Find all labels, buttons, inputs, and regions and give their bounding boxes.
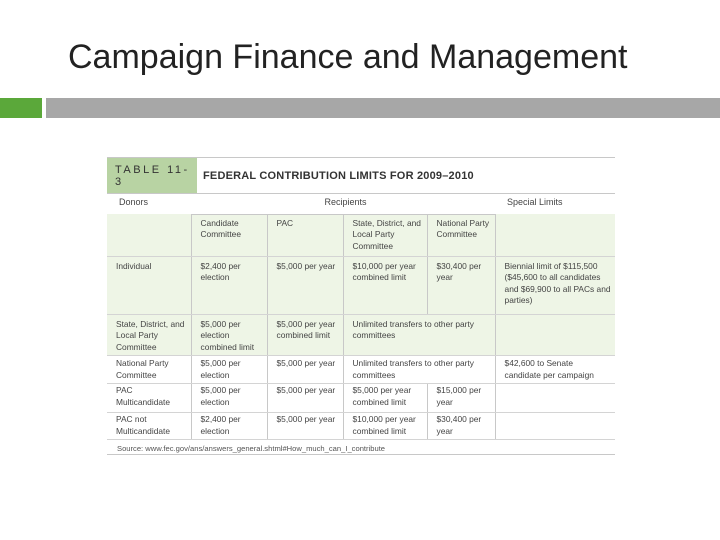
subheader-state-party: State, District, and Local Party Committee: [343, 214, 427, 256]
contribution-limits-table-figure: [107, 157, 615, 471]
donor-cell: PAC not Multicandidate: [107, 413, 191, 440]
special-limits-cell: [495, 314, 615, 356]
table-row: [107, 384, 615, 413]
special-limits-cell: [495, 384, 615, 413]
candidate-cell: $5,000 per election combined limit: [191, 314, 267, 356]
candidate-cell: $5,000 per election: [191, 356, 267, 384]
table-title: FEDERAL CONTRIBUTION LIMITS FOR 2009–2010: [203, 169, 474, 182]
national-party-cell: $30,400 per year: [427, 413, 495, 440]
contribution-limits-table: [107, 194, 615, 440]
pac-cell: $5,000 per year: [267, 413, 343, 440]
state-party-cell: $10,000 per year combined limit: [343, 413, 427, 440]
donor-cell: PAC Multicandidate: [107, 384, 191, 413]
table-source-note: Source: www.fec.gov/ans/answers_general.shtml#How_much_can_I_contribute: [107, 440, 615, 455]
national-party-cell: $15,000 per year: [427, 384, 495, 413]
donor-cell: Individual: [107, 256, 191, 314]
table-header: [107, 157, 615, 194]
donor-cell: State, District, and Local Party Committee: [107, 314, 191, 356]
table-number: TABLE 11-3: [107, 158, 197, 193]
subheader-empty: [107, 214, 191, 256]
table-row: [107, 256, 615, 314]
donors-header: Donors: [107, 194, 191, 214]
subheader-special-empty: [495, 214, 615, 256]
special-limits-cell: [495, 413, 615, 440]
accent-bar: [0, 98, 42, 118]
party-transfer-cell: Unlimited transfers to other party committees: [343, 356, 495, 384]
table-row: [107, 356, 615, 384]
state-party-cell: $5,000 per year combined limit: [343, 384, 427, 413]
special-limits-cell: $42,600 to Senate candidate per campaign: [495, 356, 615, 384]
subheader-national-party: National Party Committee: [427, 214, 495, 256]
table-row: [107, 314, 615, 356]
subheader-candidate: Candidate Committee: [191, 214, 267, 256]
state-party-cell: $10,000 per year combined limit: [343, 256, 427, 314]
subheader-pac: PAC: [267, 214, 343, 256]
pac-cell: $5,000 per year combined limit: [267, 314, 343, 356]
recipients-header: Recipients: [191, 194, 495, 214]
category-header-row: [107, 194, 615, 214]
special-limits-cell: Biennial limit of $115,500 ($45,600 to all candidates and $69,900 to all PACs and parties): [495, 256, 615, 314]
candidate-cell: $5,000 per election: [191, 384, 267, 413]
pac-cell: $5,000 per year: [267, 356, 343, 384]
pac-cell: $5,000 per year: [267, 384, 343, 413]
candidate-cell: $2,400 per election: [191, 256, 267, 314]
candidate-cell: $2,400 per election: [191, 413, 267, 440]
donor-cell: National Party Committee: [107, 356, 191, 384]
table-row: [107, 413, 615, 440]
recipient-subheader-row: [107, 214, 615, 256]
party-transfer-cell: Unlimited transfers to other party committees: [343, 314, 495, 356]
slide-title: Campaign Finance and Management: [68, 38, 628, 76]
title-underline-bar: [46, 98, 720, 118]
pac-cell: $5,000 per year: [267, 256, 343, 314]
special-limits-header: Special Limits: [495, 194, 615, 214]
national-party-cell: $30,400 per year: [427, 256, 495, 314]
